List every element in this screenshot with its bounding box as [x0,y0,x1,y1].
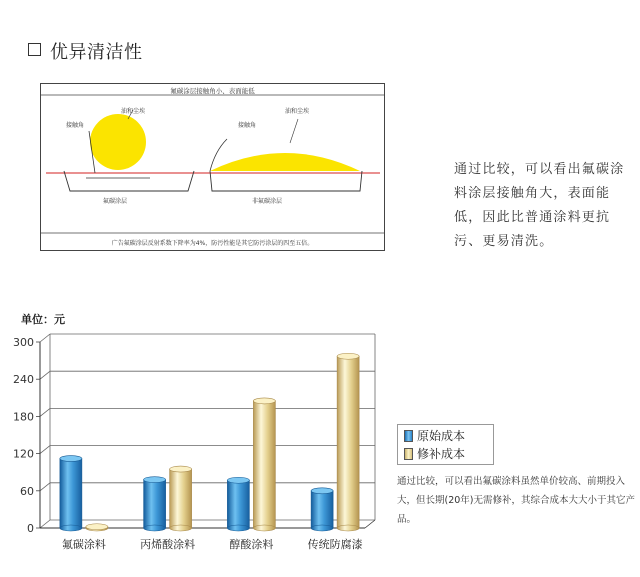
legend-swatch-gold [404,448,413,460]
bar-top [144,477,166,483]
diagram-drawing [40,83,385,251]
y-tick-label: 240 [13,373,34,387]
bar-base [337,525,359,531]
cost-bar-chart [0,325,400,577]
checkbox-icon [28,43,41,56]
legend-item-repair-cost [404,446,465,462]
bar-original-2 [227,477,249,531]
bar-body [227,480,249,528]
section-title: 优异清洁性 [50,42,143,63]
x-category-label: 丙烯酸涂料 [140,538,196,551]
bar-original-0 [60,456,82,531]
bar-body [311,491,333,528]
bar-base [311,525,333,531]
bar-original-1 [144,477,166,531]
y-tick-label: 60 [20,484,34,498]
gridline-depth [40,446,50,454]
y-tick-label: 300 [13,336,34,349]
bar-body [144,480,166,528]
gridline-depth [40,520,50,528]
y-tick-label: 180 [13,410,34,424]
bar-base [60,525,82,531]
right-angle-label: 接触角 [238,122,257,129]
left-base-label: 氟碳涂层 [103,198,128,205]
diagram-top-label: 氟碳涂层接触角小、表面能低 [170,87,255,95]
x-category-label: 传统防腐漆 [307,538,363,551]
legend-swatch-blue [404,430,413,442]
bar-top [86,524,108,530]
left-drop-label: 油和尘埃 [121,108,146,115]
bar-base [253,525,275,531]
x-category-label: 氟碳涂料 [61,538,106,551]
legend-label: 原始成本 [417,429,466,443]
bar-repair-3 [337,353,359,531]
bar-body [60,459,82,528]
bar-top [253,398,275,404]
bar-top [170,466,192,472]
gridline-depth [40,408,50,416]
gridline-depth [40,334,50,342]
bar-top [337,353,359,359]
x-category-label: 醇酸涂料 [229,538,274,551]
bar-body [170,469,192,528]
left-drop [90,114,146,170]
diagram-bottom-label: 广告氟碳涂层反射系数下降率为4%，防污性能是其它防污涂层的四至五倍。 [111,240,314,247]
left-angle-label: 接触角 [66,122,85,129]
gridline-depth [40,371,50,379]
right-drop [210,153,360,171]
bar-repair-1 [170,466,192,531]
bar-repair-2 [253,398,275,531]
unit-label: 单位：元 [21,313,65,326]
description-text: 通过比较，可以看出氟碳涂料涂层接触角大，表面能低，因此比普通涂料更抗污、更易清洗。 [454,162,625,249]
chart-legend [397,424,494,465]
bar-base [227,525,249,531]
right-tray [210,171,362,191]
y-tick-label: 120 [13,447,34,461]
bar-body [337,356,359,528]
bar-repair-0 [86,524,108,531]
gridline-depth [40,483,50,491]
right-base-label: 非氟碳涂层 [252,198,283,205]
floor-edge [365,520,375,528]
bar-top [60,456,82,462]
chart-note: 通过比较，可以看出氟碳涂料虽然单价较高、前期投入大，但长期(20年)无需修补，其综合成本大大小于其它产品。 [397,476,636,525]
y-tick-label: 0 [27,522,34,535]
bar-body [253,401,275,528]
left-tray [64,171,194,191]
bar-top [311,488,333,494]
bar-original-3 [311,488,333,531]
bar-base [144,525,166,531]
bar-top [227,477,249,483]
legend-label: 修补成本 [417,447,466,461]
right-drop-label: 油和尘埃 [285,108,310,115]
bar-base [170,525,192,531]
legend-item-original-cost [404,428,465,444]
